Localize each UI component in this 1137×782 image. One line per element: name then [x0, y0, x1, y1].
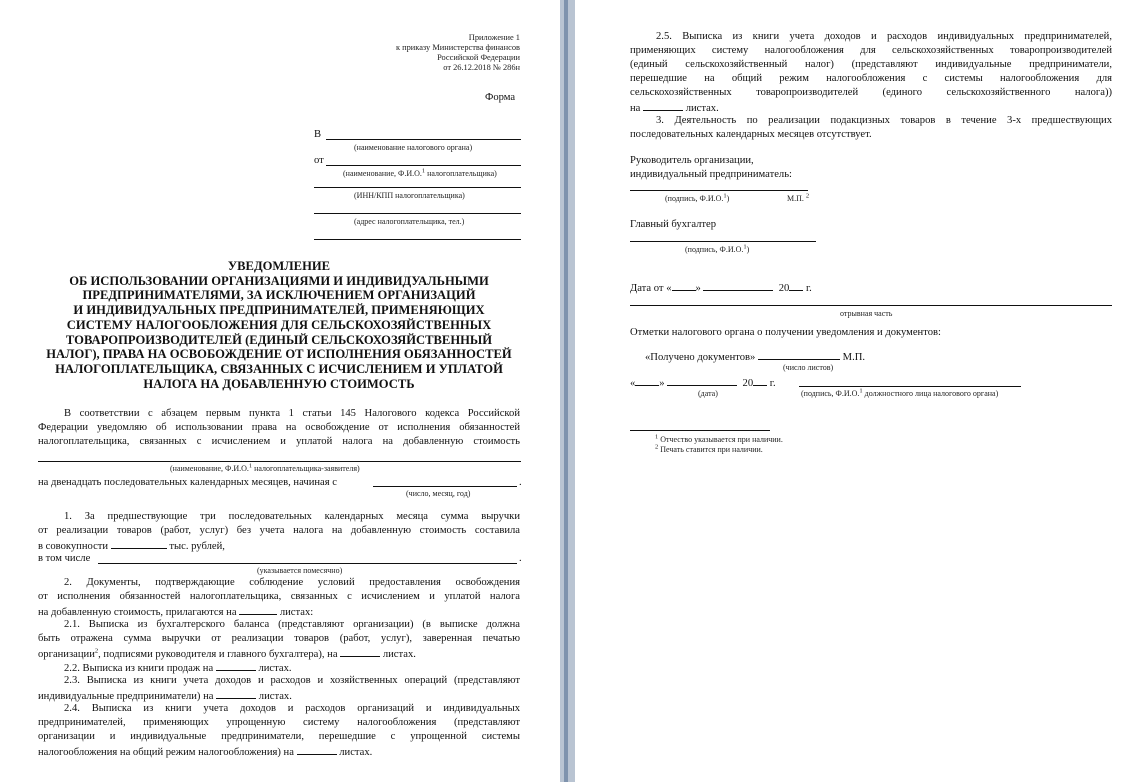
p1-line-2: от реализации товаров (работ, услуг) без учета налога на добавленную стоимость составила	[38, 525, 520, 536]
p24-line-4: налогообложения на общий режим налогообложения) на листах.	[38, 744, 372, 759]
head-signature-caption: (подпись, Ф.И.О.$^1$)	[665, 192, 730, 203]
tear-caption: отрывная часть	[840, 309, 893, 318]
document-title	[36, 259, 522, 391]
usn-book-sheets-field[interactable]	[297, 744, 337, 755]
p3-line-2: последовательных календарных месяцев отсутствует.	[630, 129, 872, 140]
title-line: ПРЕДПРИНИМАТЕЛЯМИ, ЗА ИСКЛЮЧЕНИЕМ ОРГАНИЗАЦИЙ	[82, 288, 476, 303]
p25-line-4: перешедшие на общий режим налогообложения с системы налогообложения для	[630, 73, 1112, 84]
order-date-label: от 26.12.2018 № 286н	[443, 63, 520, 72]
balance-sheets-field[interactable]	[340, 646, 380, 657]
title-line: СИСТЕМУ НАЛОГООБЛОЖЕНИЯ ДЛЯ СЕЛЬСКОХОЗЯЙСТВЕННЫХ	[66, 317, 492, 332]
p25-line-3: (единый сельскохозяйственный налог) (представляют индивидуальные предприниматели,	[630, 59, 1112, 70]
p25-line-6: на листах.	[630, 100, 719, 115]
tax-office-heading: Отметки налогового органа о получении уведомления и документов:	[630, 327, 941, 338]
p21-line-2: быть отражена сумма выручки от реализации товаров (работ, услуг), заверенная печатью	[38, 633, 520, 644]
p1-line-4: в том числе	[38, 553, 91, 564]
intro-line-1: В соответствии с абзацем первым пункта 1 статьи 145 Налогового кодекса Российской	[64, 408, 520, 419]
income-book-sheets-field[interactable]	[216, 688, 256, 699]
p24-line-1: 2.4. Выписка из книги учета доходов и расходов организаций и индивидуальных	[64, 703, 520, 714]
accountant-signature-field[interactable]	[630, 241, 816, 242]
order-label: к приказу Министерства финансов	[395, 43, 520, 52]
seal-caption: М.П. $^2$	[787, 192, 810, 203]
received-month-field[interactable]	[667, 375, 737, 386]
p23-line-1: 2.3. Выписка из книги учета доходов и расходов и хозяйственных операций (представляют	[64, 675, 520, 686]
tear-line	[630, 305, 1112, 306]
start-date-field[interactable]	[373, 486, 517, 487]
taxpayer-name-caption: (наименование, Ф.И.О.$^1$ налогоплательщика)	[343, 167, 497, 178]
document-page-left	[0, 0, 560, 782]
from-label: от	[314, 155, 324, 166]
document-page-right	[575, 0, 1137, 782]
p24-line-2: предпринимателей, применяющих упрощенную систему налогообложения (представляют	[38, 717, 520, 728]
footnote-1: $^1$ Отчество указывается при наличии.	[655, 433, 783, 444]
title-line: УВЕДОМЛЕНИЕ	[227, 259, 331, 273]
inn-kpp-caption: (ИНН/КПП налогоплательщика)	[354, 191, 465, 200]
p24-line-3: организации и индивидуальные предприниматели, перешедшие с упрощенной системы	[38, 731, 520, 742]
monthly-caption: (указывается помесячно)	[257, 566, 343, 575]
period-mark: .	[519, 477, 522, 488]
title-line: НАЛОГОПЛАТЕЛЬЩИКА, СВЯЗАННЫХ С ИСЧИСЛЕНИЕМ И УПЛАТОЙ	[55, 361, 503, 376]
tax-authority-field[interactable]	[326, 139, 521, 140]
date-month-field[interactable]	[703, 280, 773, 291]
title-line: ТОВАРОПРОИЗВОДИТЕЛЕЙ (ЕДИНЫЙ СЕЛЬСКОХОЗЯЙСТВЕННЫЙ	[65, 332, 493, 347]
intro-line-2: Федерации уведомляю об использовании права на освобождение от исполнения обязанностей	[38, 422, 520, 433]
p25-line-5: сельскохозяйственных товаропроизводителей (единого сельскохозяйственного налога))	[630, 87, 1112, 98]
applicant-field[interactable]	[38, 461, 521, 462]
p2-line-2: от исполнения обязанностей налогоплательщика, связанных с исчислением и уплатой налога	[38, 591, 520, 602]
address-field[interactable]	[314, 213, 521, 214]
intro-line-3: налогоплательщика, связанных с исчислением и уплатой налога на добавленную стоимость	[38, 436, 520, 447]
p2-line-1: 2. Документы, подтверждающие соблюдение условий предоставления освобождения	[64, 577, 520, 588]
received-sheets-caption: (число листов)	[783, 363, 834, 372]
title-line: НАЛОГ), ПРАВА НА ОСВОБОЖДЕНИЕ ОТ ИСПОЛНЕНИЯ ОБЯЗАННОСТЕЙ	[46, 347, 512, 362]
accountant-signature-caption: (подпись, Ф.И.О.$^1$)	[685, 243, 750, 254]
footnote-2: $^2$ Печать ставится при наличии.	[655, 443, 763, 454]
p25-line-2: применяющих систему налогообложения для сельскохозяйственных товаропроизводителей	[630, 45, 1112, 56]
monthly-breakdown-field[interactable]	[98, 563, 517, 564]
received-date-line: « » 20 г.	[630, 375, 776, 390]
revenue-total-field[interactable]	[111, 538, 167, 549]
received-date-caption: (дата)	[698, 389, 718, 398]
period-mark: .	[519, 553, 522, 564]
p21-line-3: организации$^2$, подписями руководителя и главного бухгалтера), на листах.	[38, 647, 416, 660]
p3-line-1: 3. Деятельность по реализации подакцизных товаров в течение 3-х предшествующих	[656, 115, 1112, 126]
docs-sheets-field[interactable]	[239, 604, 277, 615]
accountant-label: Главный бухгалтер	[630, 219, 717, 230]
p2-line-3: на добавленную стоимость, прилагаются на листах:	[38, 604, 313, 619]
inn-kpp-field[interactable]	[314, 187, 521, 188]
official-signature-field[interactable]	[799, 386, 1021, 387]
date-year-field[interactable]	[789, 280, 803, 291]
to-label: В	[314, 129, 322, 140]
appendix-label: Приложение 1	[468, 33, 520, 42]
p25-line-1: 2.5. Выписка из книги учета доходов и расходов индивидуальных предпринимателей,	[656, 31, 1112, 42]
esn-book-sheets-field[interactable]	[643, 100, 683, 111]
head-label-1: Руководитель организации,	[630, 155, 754, 166]
sales-book-sheets-field[interactable]	[216, 660, 256, 671]
date-day-field[interactable]	[672, 280, 696, 291]
official-signature-caption: (подпись, Ф.И.О.$^1$ должностного лица налогового органа)	[801, 387, 999, 398]
received-year-field[interactable]	[753, 375, 767, 386]
address-caption: (адрес налогоплательщика, тел.)	[354, 217, 465, 226]
form-label: Форма	[485, 92, 516, 103]
title-line: ОБ ИСПОЛЬЗОВАНИИ ОРГАНИЗАЦИЯМИ И ИНДИВИДУАЛЬНЫМИ	[69, 273, 489, 288]
date-line: Дата от « » 20 г.	[630, 280, 812, 295]
p21-line-1: 2.1. Выписка из бухгалтерского баланса (представляют организации) (в выписке должна	[64, 619, 520, 630]
appendix-block	[395, 33, 520, 73]
page-splitter[interactable]	[564, 0, 568, 782]
footnote-separator	[630, 430, 770, 431]
twelve-months-text: на двенадцать последовательных календарных месяцев, начиная с	[38, 477, 337, 488]
applicant-caption: (наименование, Ф.И.О.$^1$ налогоплательщика-заявителя)	[170, 462, 360, 473]
received-sheets-field[interactable]	[758, 349, 840, 360]
head-label-2: индивидуальный предприниматель:	[630, 169, 792, 180]
p1-line-1: 1. За предшествующие три последовательных календарных месяца сумма выручки	[64, 511, 520, 522]
address-field-2[interactable]	[314, 239, 521, 240]
taxpayer-name-field[interactable]	[326, 165, 521, 166]
head-signature-field[interactable]	[630, 190, 808, 191]
p23-line-2: индивидуальные предприниматели) на листах.	[38, 688, 292, 703]
federation-label: Российской Федерации	[437, 53, 520, 62]
p1-line-3: в совокупности тыс. рублей,	[38, 538, 225, 553]
title-line: И ИНДИВИДУАЛЬНЫХ ПРЕДПРИНИМАТЕЛЕЙ, ПРИМЕНЯЮЩИХ	[73, 303, 485, 318]
tax-authority-caption: (наименование налогового органа)	[354, 143, 473, 152]
start-date-caption: (число, месяц, год)	[406, 489, 471, 498]
title-line: НАЛОГА НА ДОБАВЛЕННУЮ СТОИМОСТЬ	[143, 376, 415, 391]
received-day-field[interactable]	[635, 375, 659, 386]
p22-line: 2.2. Выписка из книги продаж на листах.	[64, 660, 292, 675]
received-line: «Получено документов» М.П.	[645, 349, 865, 364]
